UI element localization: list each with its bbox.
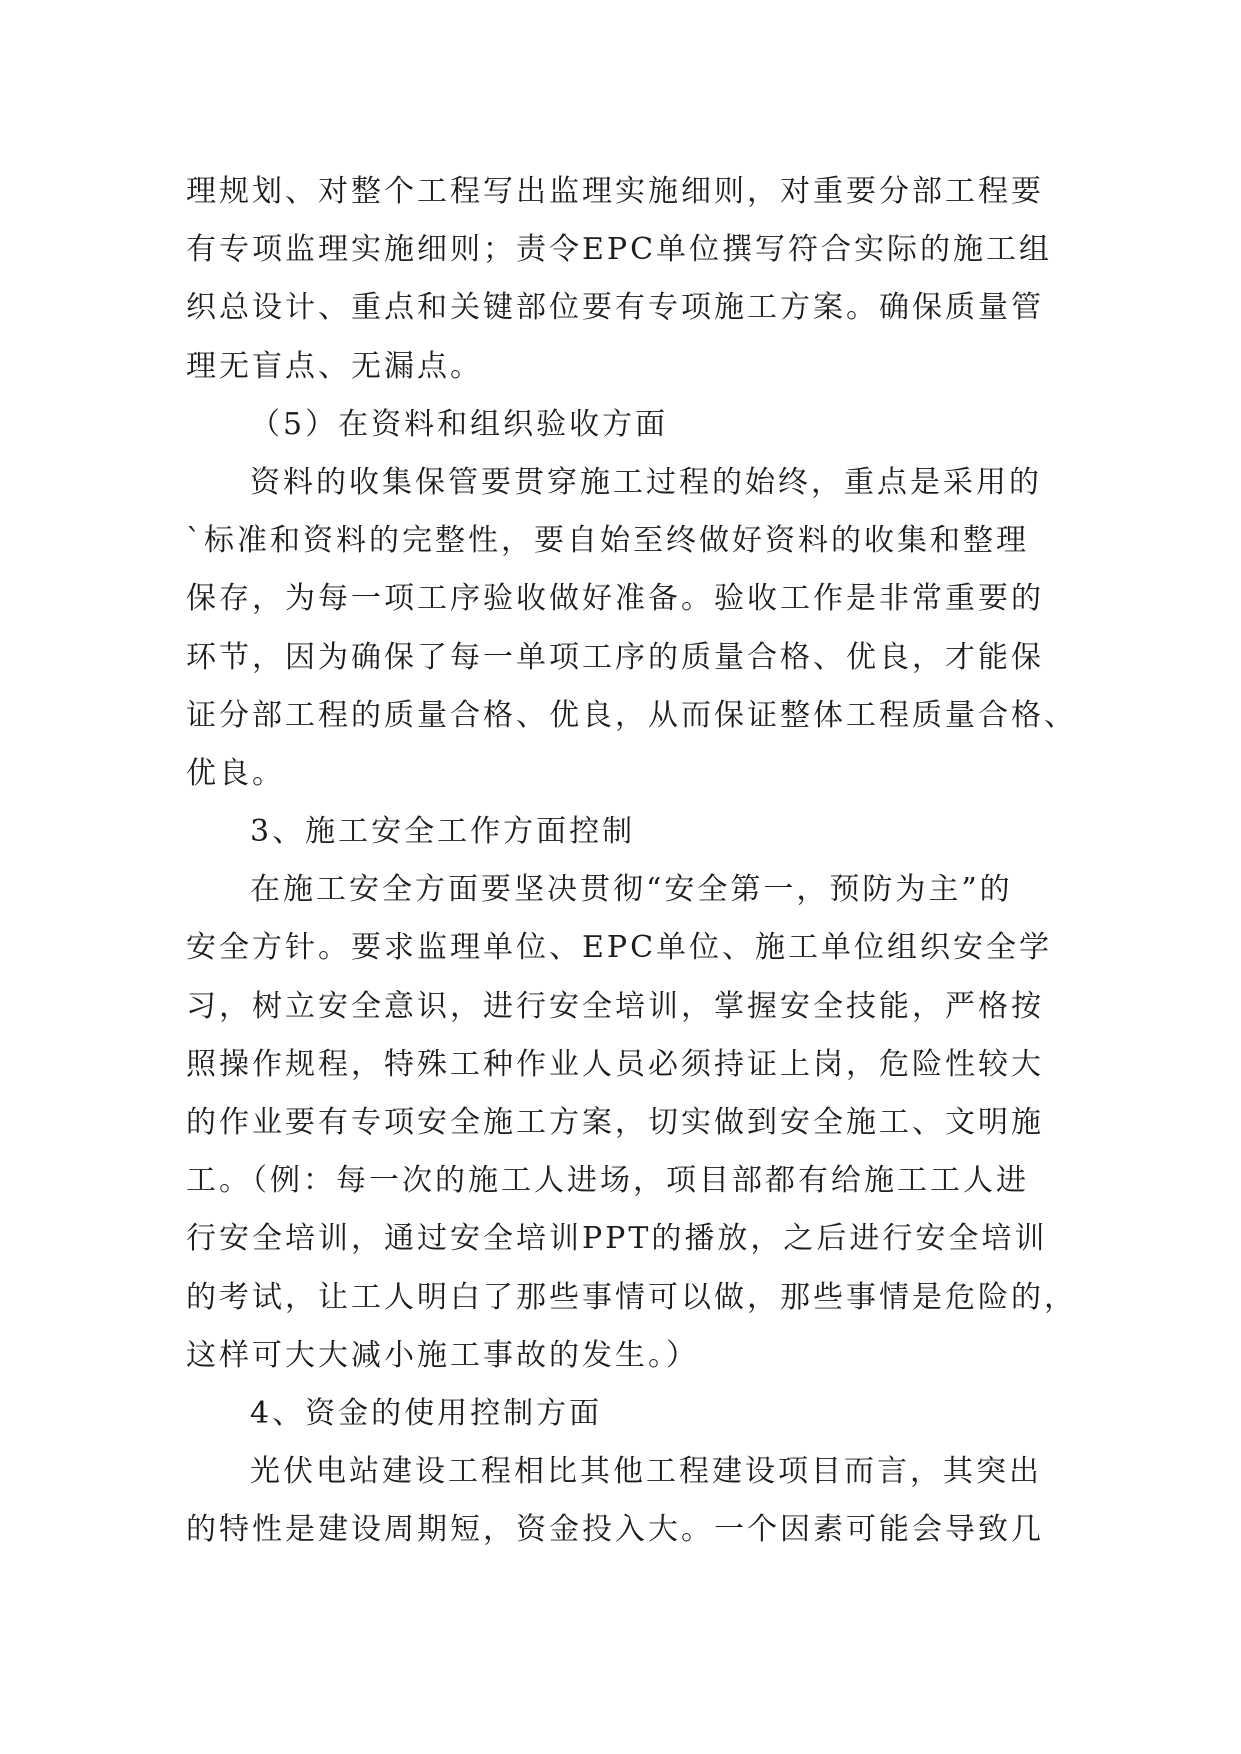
paragraph-first-line: 光伏电站建设工程相比其他工程建设项目而言，其突出 [250, 1454, 1042, 1490]
text-line: 行安全培训，通过安全培训PPT的播放，之后进行安全培训 [186, 1221, 1048, 1257]
section-heading-4: 4、资金的使用控制方面 [250, 1395, 603, 1431]
text-line: 安全方针。要求监理单位、EPC单位、施工单位组织安全学 [186, 930, 1053, 966]
text-line: 的考试，让工人明白了那些事情可以做，那些事情是危险的， [186, 1279, 1077, 1315]
text-line: 的特性是建设周期短，资金投入大。一个因素可能会导致几 [186, 1512, 1044, 1548]
paragraph-first-line: 资料的收集保管要贯穿施工过程的始终，重点是采用的 [250, 464, 1042, 500]
text-line: 证分部工程的质量合格、优良，从而保证整体工程质量合格、 [186, 697, 1077, 733]
text-line: 织总设计、重点和关键部位要有专项施工方案。确保质量管 [186, 290, 1044, 326]
text-line: 工。（例：每一次的施工人进场，项目部都有给施工工人进 [186, 1163, 1029, 1199]
section-heading-3: 3、施工安全工作方面控制 [250, 814, 636, 850]
text-line: 习，树立安全意识，进行安全培训，掌握安全技能，严格按 [186, 988, 1044, 1024]
text-line: 的作业要有专项安全施工方案，切实做到安全施工、文明施 [186, 1105, 1044, 1140]
paragraph-first-line: 在施工安全方面要坚决贯彻“安全第一，预防为主”的 [250, 872, 1013, 908]
document-body [186, 163, 1077, 1560]
text-line: 照操作规程，特殊工种作业人员必须持证上岗，危险性较大 [186, 1046, 1044, 1082]
text-line: 优良。 [186, 755, 285, 791]
text-line: 理无盲点、无漏点。 [186, 348, 483, 384]
text-line: 这样可大大减小施工事故的发生。） [186, 1337, 699, 1373]
text-line: 环节，因为确保了每一单项工序的质量合格、优良，才能保 [186, 639, 1044, 675]
text-line: 保存，为每一项工序验收做好准备。验收工作是非常重要的 [186, 581, 1044, 617]
text-line: `标准和资料的完整性，要自始至终做好资料的收集和整理 [186, 523, 1029, 559]
text-line: 理规划、对整个工程写出监理实施细则，对重要分部工程要 [186, 174, 1044, 209]
text-line: 有专项监理实施细则；责令EPC单位撰写符合实际的施工组 [186, 232, 1053, 268]
section-heading-5: （5）在资料和组织验收方面 [250, 406, 669, 442]
